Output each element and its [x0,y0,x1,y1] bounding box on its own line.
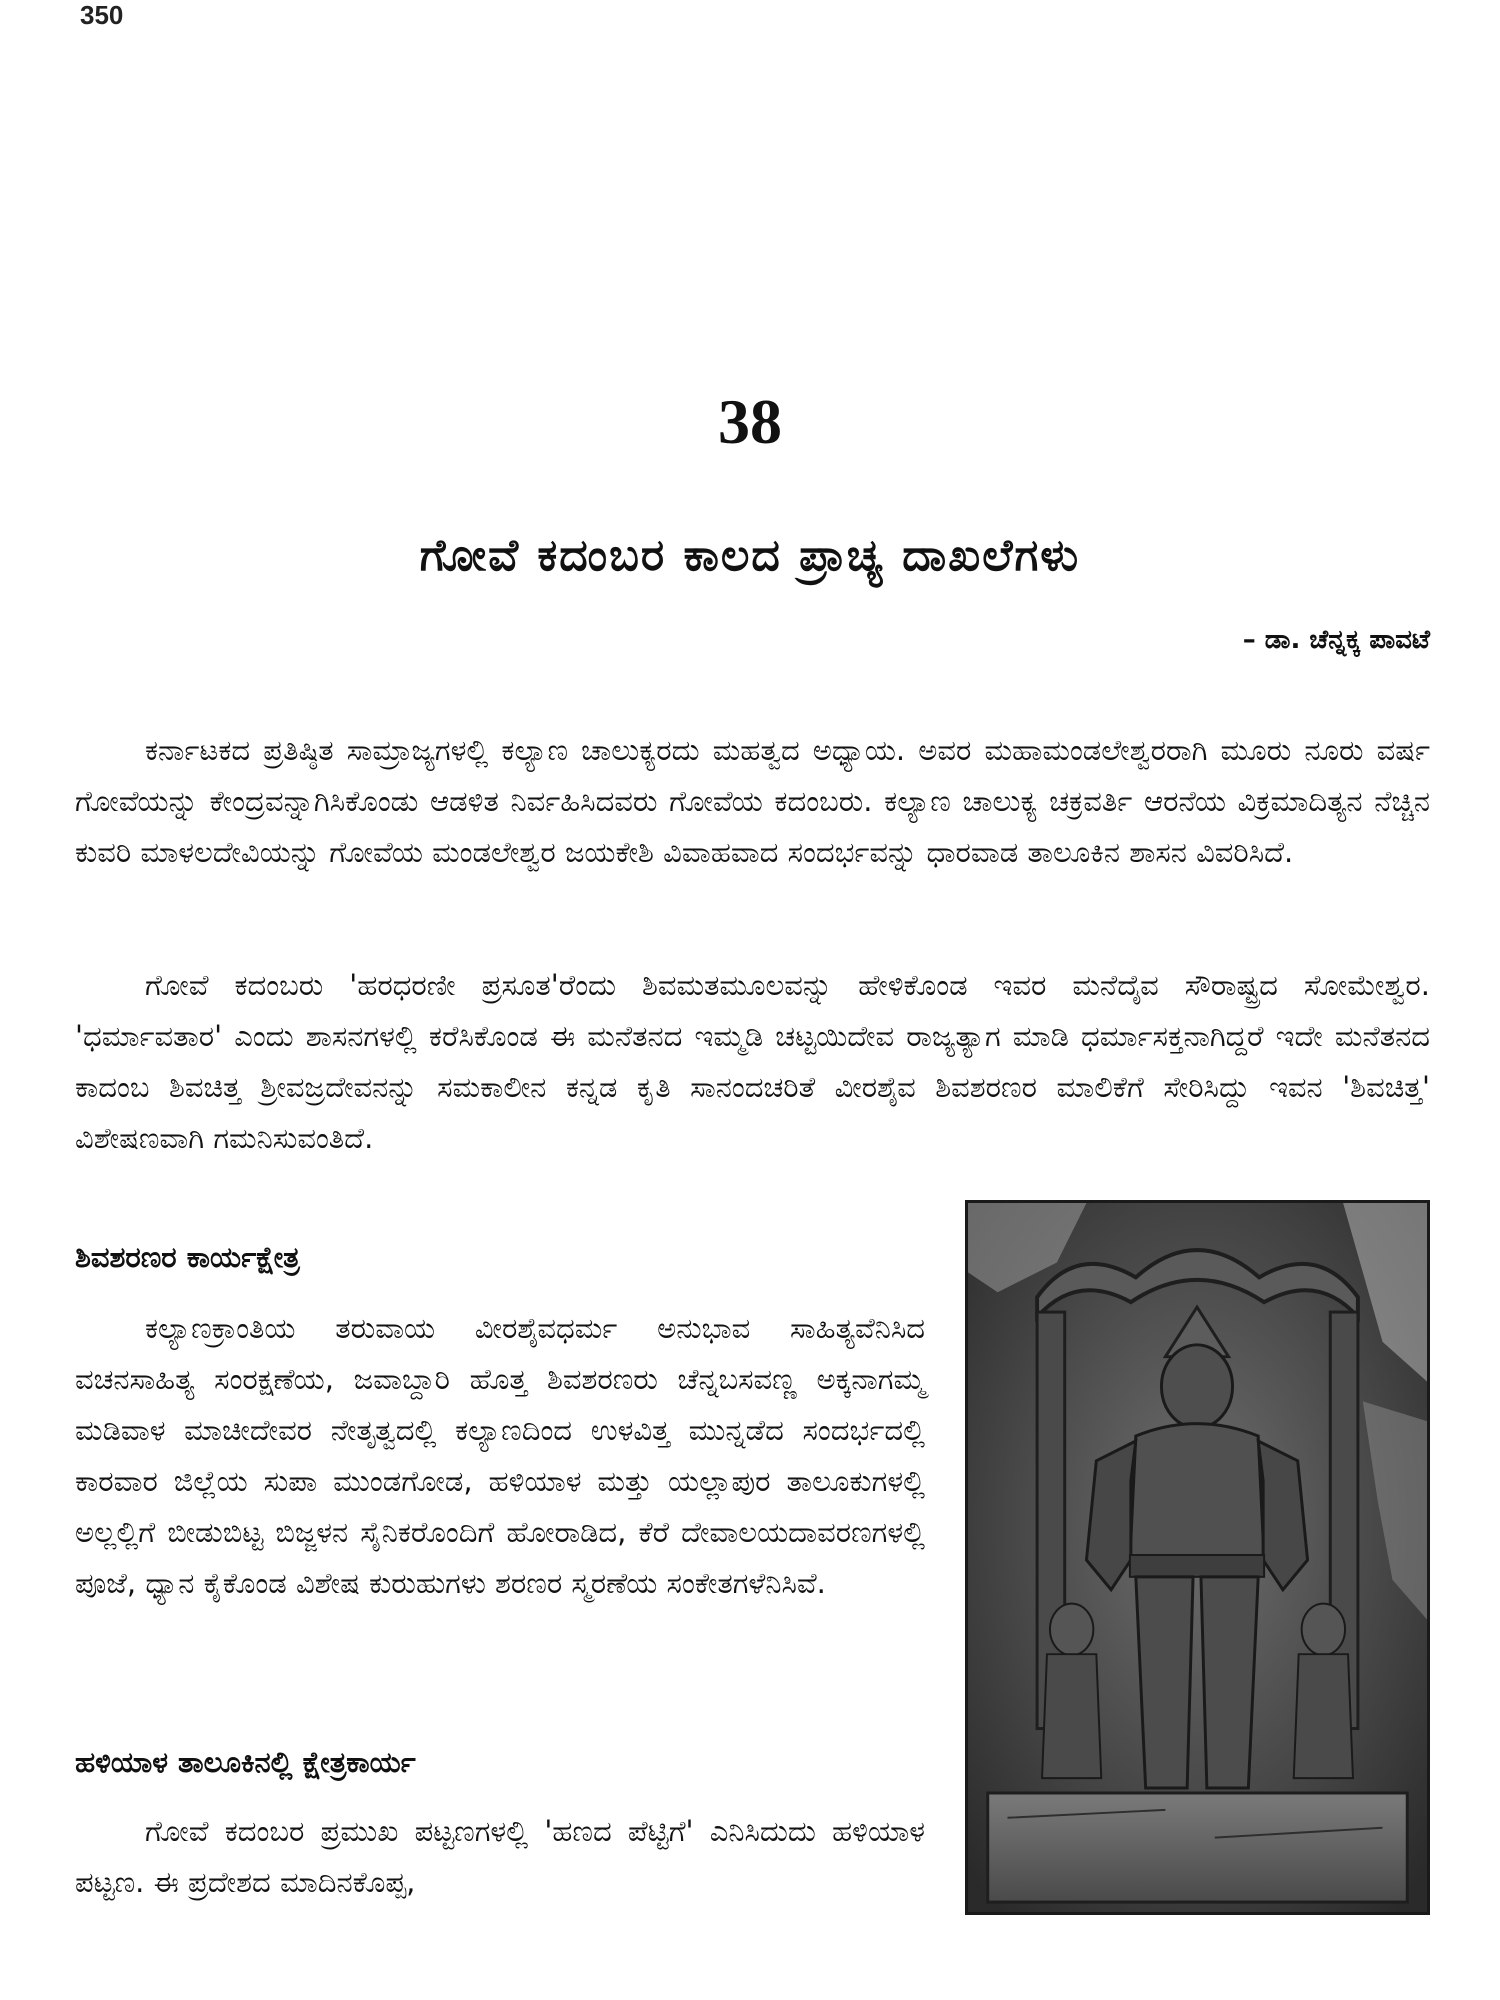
chapter-title: ಗೋವೆ ಕದಂಬರ ಕಾಲದ ಪ್ರಾಚ್ಯ ದಾಖಲೆಗಳು [419,530,1081,581]
paragraph-4 [75,1806,925,1908]
sculpture-illustration [968,1203,1427,1912]
author-byline: – ಡಾ. ಚೆನ್ನಕ್ಕ ಪಾವಟೆ [1242,625,1430,655]
section-heading-2: ಹಳಿಯಾಳ ತಾಲೂಕಿನಲ್ಲಿ ಕ್ಷೇತ್ರಕಾರ್ಯ [75,1745,416,1779]
sculpture-photo [965,1200,1430,1915]
chapter-number: 38 [718,386,782,457]
paragraph-1 [75,725,1430,878]
paragraph-2 [75,960,1430,1164]
page-number: 350 [80,0,124,30]
paragraph-2-text: ಗೋವೆ ಕದಂಬರು 'ಹರಧರಣೀ ಪ್ರಸೂತ'ರೆಂದು ಶಿವಮತಮೂಲವನ್ನು ಹೇಳಿಕೊಂಡ ಇವರ ಮನೆದೈವ ಸೌರಾಷ್ಟ್ರದ ಸೋಮೇಶ್ವರ. 'ಧರ್ಮಾವತಾರ' ಎಂದು ಶಾಸನಗಳಲ್ಲಿ ಕರೆಸಿಕೊಂಡ ಈ ಮನೆತನದ ಇಮ್ಮಡಿ ಚಟ್ಟಯಿದೇವ ರಾಜ್ಯತ್ಯಾಗ ಮಾಡಿ ಧರ್ಮಾಸಕ್ತನಾಗಿದ್ದರೆ ಇದೇ ಮನೆತನದ ಕಾದಂಬ ಶಿವಚಿತ್ತ ಶ್ರೀವಜ್ರದೇವನನ್ನು ಸಮಕಾಲೀನ ಕನ್ನಡ ಕೃತಿ ಸಾನಂದಚರಿತೆ ವೀರಶೈವ ಶಿವಶರಣರ ಮಾಲಿಕೆಗೆ ಸೇರಿಸಿದ್ದು ಇವನ 'ಶಿವಚಿತ್ತ' ವಿಶೇಷಣವಾಗಿ ಗಮನಿಸುವಂತಿದೆ. [75,968,1430,1155]
paragraph-3-text: ಕಲ್ಯಾಣಕ್ರಾಂತಿಯ ತರುವಾಯ ವೀರಶೈವಧರ್ಮ ಅನುಭಾವ ಸಾಹಿತ್ಯವೆನಿಸಿದ ವಚನಸಾಹಿತ್ಯ ಸಂರಕ್ಷಣೆಯ, ಜವಾಬ್ದಾರಿ ಹೊತ್ತ ಶಿವಶರಣರು ಚೆನ್ನಬಸವಣ್ಣ ಅಕ್ಕನಾಗಮ್ಮ ಮಡಿವಾಳ ಮಾಚೀದೇವರ ನೇತೃತ್ವದಲ್ಲಿ ಕಲ್ಯಾಣದಿಂದ ಉಳವಿತ್ತ ಮುನ್ನಡೆದ ಸಂದರ್ಭದಲ್ಲಿ ಕಾರವಾರ ಜಿಲ್ಲೆಯ ಸುಪಾ ಮುಂಡಗೋಡ, ಹಳಿಯಾಳ ಮತ್ತು ಯಲ್ಲಾಪುರ ತಾಲೂಕುಗಳಲ್ಲಿ ಅಲ್ಲಲ್ಲಿಗೆ ಬೀಡುಬಿಟ್ಟ ಬಿಜ್ಜಳನ ಸೈನಿಕರೊಂದಿಗೆ ಹೋರಾಡಿದ, ಕೆರೆ ದೇವಾಲಯದಾವರಣಗಳಲ್ಲಿ ಪೂಜೆ, ಧ್ಯಾನ ಕೈಕೊಂಡ ವಿಶೇಷ ಕುರುಹುಗಳು ಶರಣರ ಸ್ಮರಣೆಯ ಸಂಕೇತಗಳೆನಿಸಿವೆ. [75,1311,925,1600]
section-heading-1: ಶಿವಶರಣರ ಕಾರ್ಯಕ್ಷೇತ್ರ [75,1240,300,1274]
paragraph-4-text: ಗೋವೆ ಕದಂಬರ ಪ್ರಮುಖ ಪಟ್ಟಣಗಳಲ್ಲಿ 'ಹಣದ ಪೆಟ್ಟಿಗೆ' ಎನಿಸಿದುದು ಹಳಿಯಾಳ ಪಟ್ಟಣ. ಈ ಪ್ರದೇಶದ ಮಾದಿನಕೊಪ್ಪ, [75,1814,925,1899]
paragraph-3 [75,1303,925,1609]
paragraph-1-text: ಕರ್ನಾಟಕದ ಪ್ರತಿಷ್ಠಿತ ಸಾಮ್ರಾಜ್ಯಗಳಲ್ಲಿ ಕಲ್ಯಾಣ ಚಾಲುಕ್ಯರದು ಮಹತ್ವದ ಅಧ್ಯಾಯ. ಅವರ ಮಹಾಮಂಡಲೇಶ್ವರರಾಗಿ ಮೂರು ನೂರು ವರ್ಷ ಗೋವೆಯನ್ನು ಕೇಂದ್ರವನ್ನಾಗಿಸಿಕೊಂಡು ಆಡಳಿತ ನಿರ್ವಹಿಸಿದವರು ಗೋವೆಯ ಕದಂಬರು. ಕಲ್ಯಾಣ ಚಾಲುಕ್ಯ ಚಕ್ರವರ್ತಿ ಆರನೆಯ ವಿಕ್ರಮಾದಿತ್ಯನ ನೆಚ್ಚಿನ ಕುವರಿ ಮಾಳಲದೇವಿಯನ್ನು ಗೋವೆಯ ಮಂಡಲೇಶ್ವರ ಜಯಕೇಶಿ ವಿವಾಹವಾದ ಸಂದರ್ಭವನ್ನು ಧಾರವಾಡ ತಾಲೂಕಿನ ಶಾಸನ ವಿವರಿಸಿದೆ. [75,733,1430,869]
